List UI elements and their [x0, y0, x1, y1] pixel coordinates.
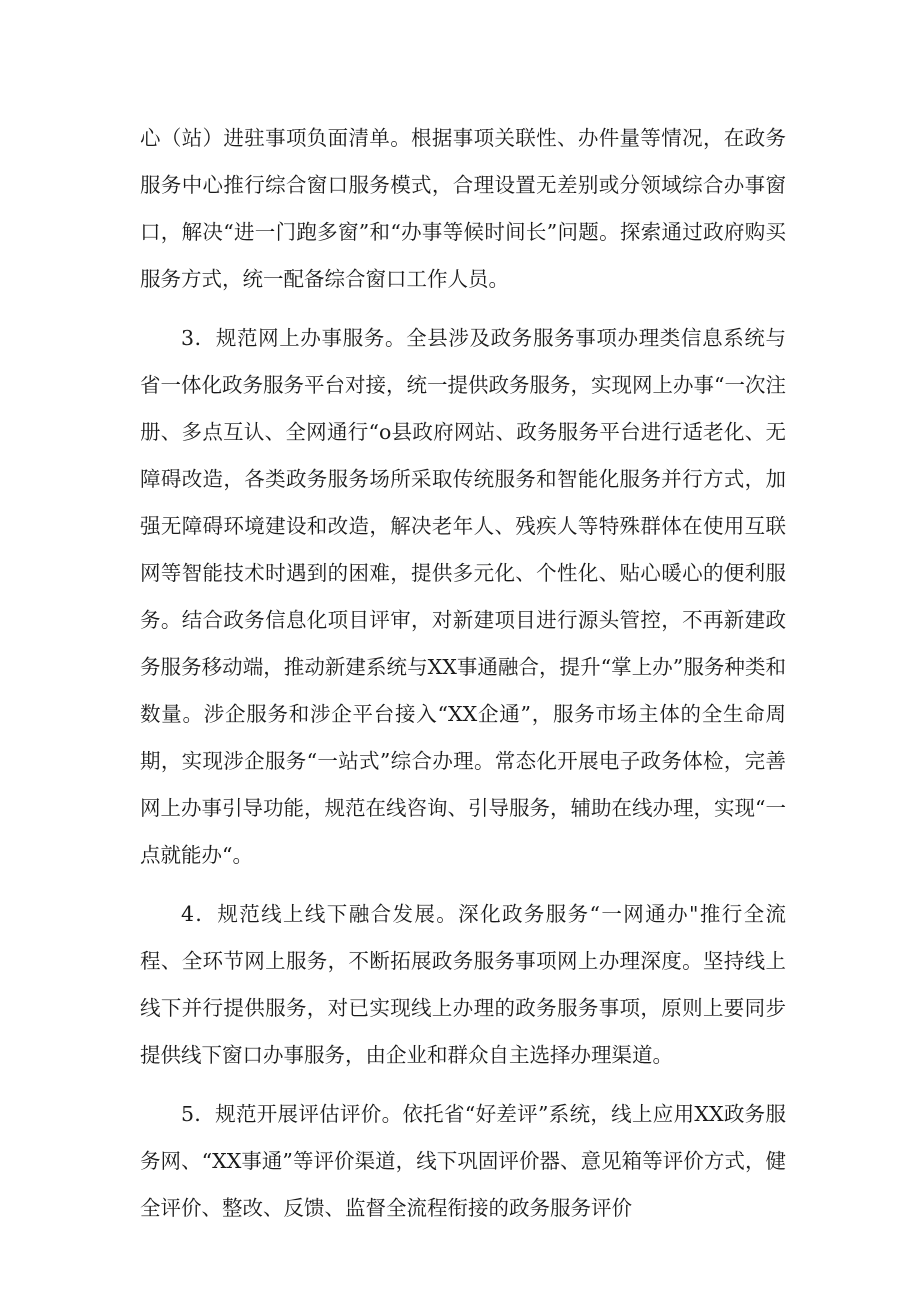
paragraph-window-service: 心（站）进驻事项负面清单。根据事项关联性、办件量等情况，在政务服务中心推行综合窗口服务模式，合理设置无差别或分领域综合办事窗口，解决“进一门跑多窗”和“办事等候时间长”问题。探索通过政府购买服务方式，统一配备综合窗口工作人员。: [140, 126, 786, 291]
paragraph-online-offline-integration: 4．规范线上线下融合发展。深化政务服务“一网通办"推行全流程、全环节网上服务，不断拓展政务服务事项网上办理深度。坚持线上线下并行提供服务，对已实现线上办理的政务服务事项，原则上要同步提供线下窗口办事服务，由企业和群众自主选择办理渠道。: [140, 902, 786, 1067]
paragraph-evaluation: 5．规范开展评估评价。依托省“好差评”系统，线上应用XX政务服务网、“XX事通”等评价渠道，线下巩固评价器、意见箱等评价方式，健全评价、整改、反馈、监督全流程衔接的政务服务评价: [140, 1102, 786, 1220]
paragraph-online-service: 3．规范网上办事服务。全县涉及政务服务事项办理类信息系统与省一体化政务服务平台对接，统一提供政务服务，实现网上办事“一次注册、多点互认、全网通行“o县政府网站、政务服务平台进行适老化、无障碍改造，各类政务服务场所采取传统服务和智能化服务并行方式，加强无障碍环境建设和改造，解决老年人、残疾人等特殊群体在使用互联网等智能技术时遇到的困难，提供多元化、个性化、贴心暖心的便利服务。结合政务信息化项目评审，对新建项目进行源头管控，不再新建政务服务移动端，推动新建系统与XX事通融合，提升“掌上办”服务种类和数量。涉企服务和涉企平台接入“XX企通”，服务市场主体的全生命周期，实现涉企服务“一站式”综合办理。常态化开展电子政务体检，完善网上办事引导功能，规范在线咨询、引导服务，辅助在线办理，实现“一点就能办“。: [140, 326, 786, 867]
document-page: [140, 115, 786, 1232]
